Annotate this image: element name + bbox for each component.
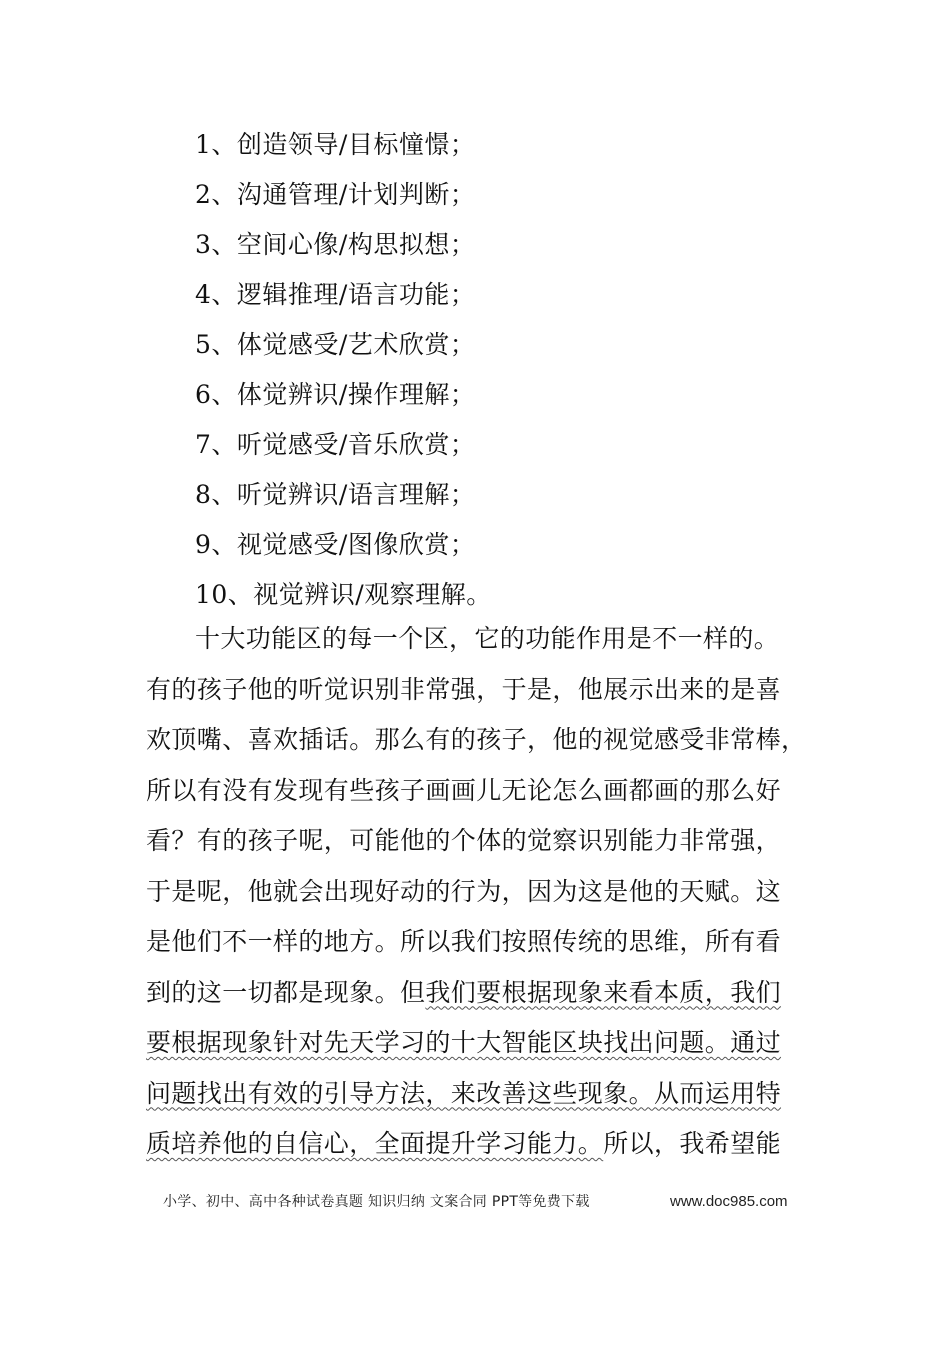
list-item: 10、视觉辨识/观察理解。	[195, 580, 492, 609]
paragraph-line: 于是呢，他就会出现好动的行为，因为这是他的天赋。这	[146, 876, 782, 906]
paragraph-line	[146, 1069, 806, 1120]
list-item: 5、体觉感受/艺术欣赏；	[195, 330, 476, 359]
function-area-list	[195, 120, 492, 620]
grammar-marked-text: 要根据现象针对先天学习的十大智能区块找出问题。通过	[146, 1028, 782, 1057]
list-item: 9、视觉感受/图像欣赏；	[195, 530, 476, 559]
list-item: 8、听觉辨识/语言理解；	[195, 480, 476, 509]
list-item: 4、逻辑推理/语言功能；	[195, 280, 476, 309]
page-footer	[0, 1190, 950, 1214]
paragraph-line: 有的孩子他的听觉识别非常强，于是，他展示出来的是喜	[146, 674, 782, 704]
paragraph-line	[146, 968, 806, 1019]
plain-text: 所以，我希望能	[603, 1129, 782, 1158]
list-item: 7、听觉感受/音乐欣赏；	[195, 430, 476, 459]
grammar-marked-text: 我们要根据现象来看本质，我们	[425, 977, 782, 1007]
paragraph-line: 欢顶嘴、喜欢插话。那么有的孩子，他的视觉感受非常棒，	[146, 725, 807, 754]
paragraph-line: 所以有没有发现有些孩子画画儿无论怎么画都画的那么好	[146, 775, 782, 805]
paragraph-line: 十大功能区的每一个区，它的功能作用是不一样的。	[195, 624, 780, 653]
body-paragraph	[146, 614, 806, 1170]
list-item: 3、空间心像/构思拟想；	[195, 230, 476, 259]
list-item: 1、创造领导/目标憧憬；	[195, 130, 476, 159]
list-item: 6、体觉辨识/操作理解；	[195, 380, 476, 409]
footer-text: 小学、初中、高中各种试卷真题 知识归纳 文案合同 PPT等免费下载	[163, 1194, 590, 1210]
plain-text: 到的这一切都是现象。但	[146, 977, 426, 1007]
grammar-marked-text: 质培养他的自信心，全面提升学习能力。	[146, 1129, 604, 1158]
paragraph-line	[146, 1018, 806, 1069]
paragraph-line: 看？有的孩子呢，可能他的个体的觉察识别能力非常强，	[146, 826, 782, 855]
paragraph-line	[146, 1119, 806, 1170]
grammar-marked-text: 问题找出有效的引导方法，来改善这些现象。从而运用特	[146, 1078, 782, 1108]
list-item: 2、沟通管理/计划判断；	[195, 180, 476, 209]
footer-url[interactable]: www.doc985.com	[670, 1193, 788, 1210]
paragraph-line: 是他们不一样的地方。所以我们按照传统的思维，所有看	[146, 927, 782, 956]
